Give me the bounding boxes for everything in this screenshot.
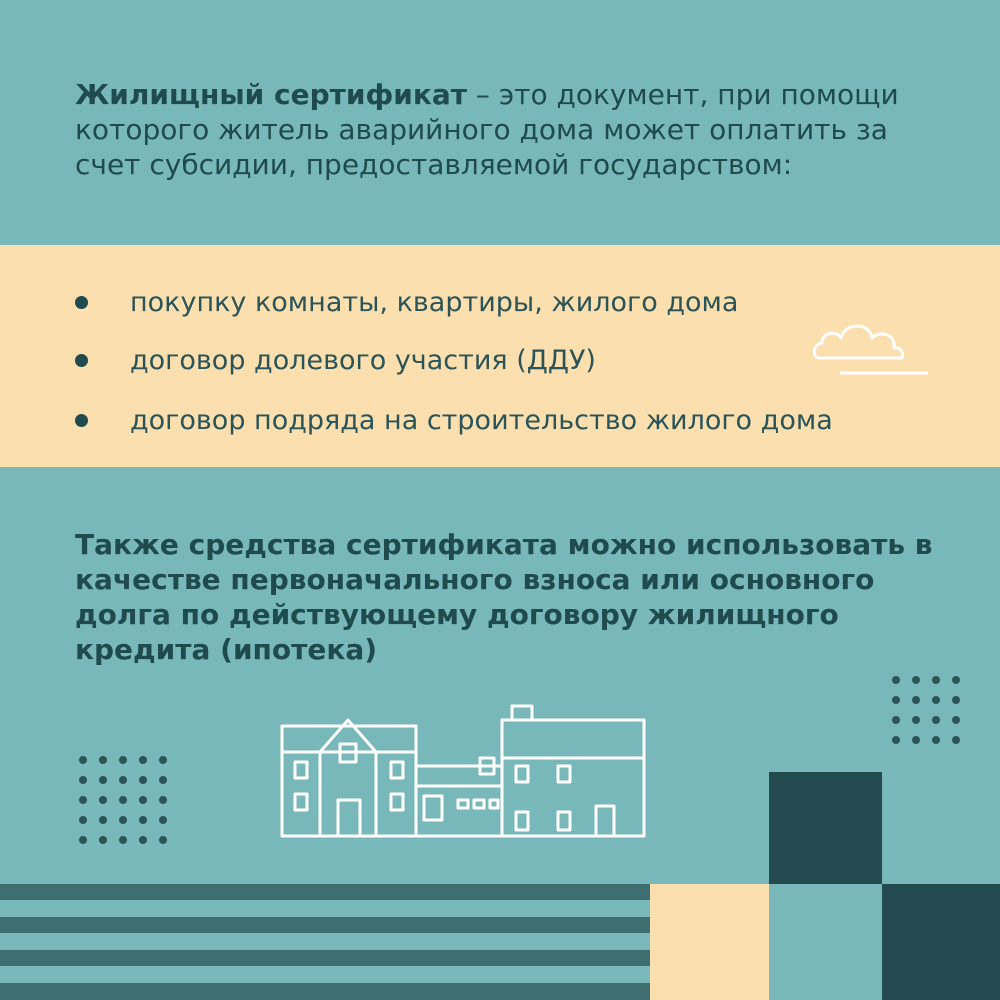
- block-cream: [650, 884, 769, 1000]
- block-dark: [769, 772, 882, 884]
- option-item: [75, 340, 596, 380]
- intro-text: [75, 77, 955, 182]
- option-label: покупку комнаты, квартиры, жилого дома: [130, 286, 739, 318]
- block-teal: [769, 884, 882, 1000]
- bullet-dot-icon: [75, 414, 88, 427]
- intro-term: Жилищный сертификат: [75, 78, 468, 111]
- option-label: договор подряда на строительство жилого дома: [130, 404, 833, 436]
- stripe: [0, 950, 650, 966]
- dot-grid-left: [73, 750, 173, 850]
- option-label: договор долевого участия (ДДУ): [130, 344, 596, 376]
- bullet-dot-icon: [75, 296, 88, 309]
- stripe: [0, 917, 650, 933]
- stripe: [0, 983, 650, 1000]
- option-item: [75, 400, 833, 440]
- cloud-icon: [810, 318, 935, 380]
- houses-icon: [276, 700, 656, 842]
- dot-grid-top-right: [886, 670, 966, 750]
- outro-text: Также средства сертификата можно использовать в качестве первоначального взноса или основного долга по действующему договору жилищного кредита (ипотека): [75, 528, 933, 666]
- block-dark: [882, 884, 1000, 1000]
- stripe: [0, 884, 650, 900]
- stripes-decoration: [0, 884, 650, 1000]
- bullet-dot-icon: [75, 354, 88, 367]
- option-item: [75, 282, 738, 322]
- intro-description: – это документ, при помощи которого житель аварийного дома может оплатить за счет субсидии, предоставляемой государством:: [75, 78, 899, 181]
